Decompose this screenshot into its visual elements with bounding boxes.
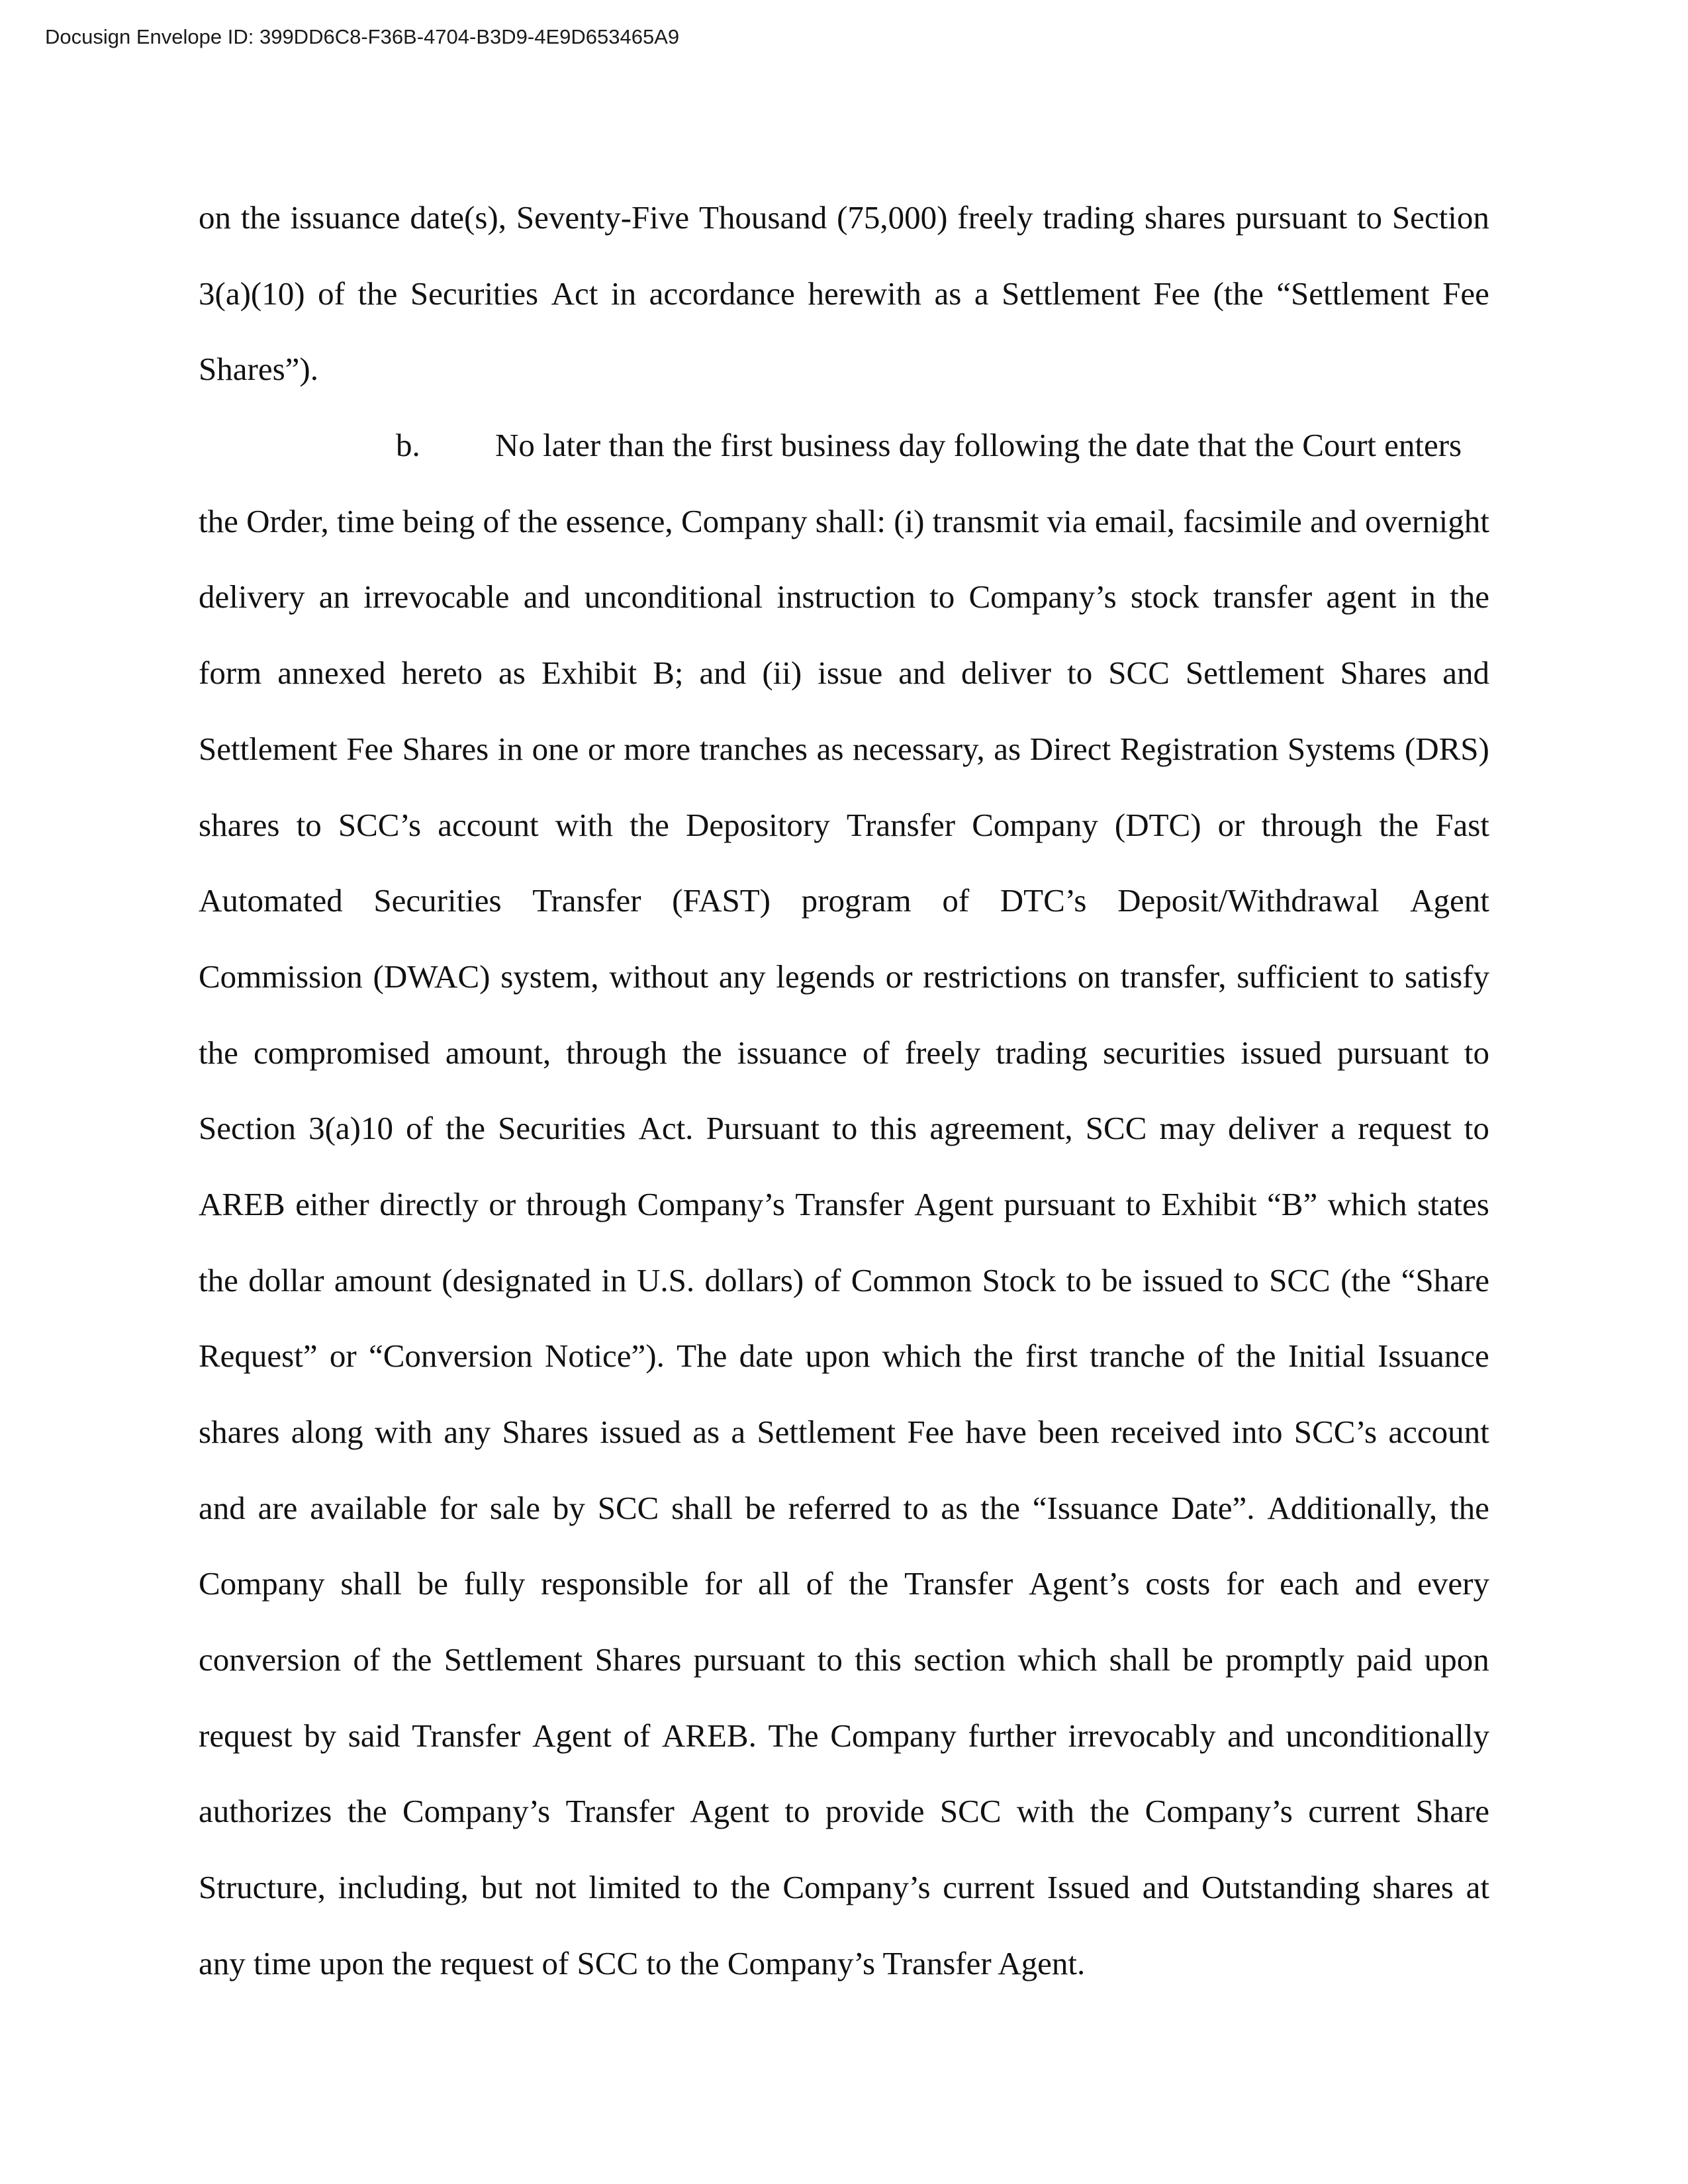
body-line: form annexed hereto as Exhibit B; and (ii) issue and deliver to SCC Settlement Shares and — [199, 655, 1489, 692]
body-line: shares to SCC’s account with the Depository Transfer Company (DTC) or through the Fast — [199, 806, 1489, 843]
paragraph-b-first-line — [199, 420, 1489, 496]
body-line: 3(a)(10) of the Securities Act in accordance herewith as a Settlement Fee (the “Settlement Fee — [199, 275, 1489, 312]
body-line: delivery an irrevocable and unconditional instruction to Company’s stock transfer agent in the — [199, 578, 1489, 615]
body-line: the compromised amount, through the issuance of freely trading securities issued pursuant to — [199, 1034, 1489, 1071]
body-line: Settlement Fee Shares in one or more tranches as necessary, as Direct Registration Systems (DRS) — [199, 730, 1489, 767]
body-line: AREB either directly or through Company’s Transfer Agent pursuant to Exhibit “B” which states — [199, 1185, 1489, 1222]
envelope-id: Docusign Envelope ID: 399DD6C8-F36B-4704-B3D9-4E9D653465A9 — [45, 25, 680, 48]
body-line: and are available for sale by SCC shall be referred to as the “Issuance Date”. Additionally, the — [199, 1489, 1489, 1526]
body-line: authorizes the Company’s Transfer Agent to provide SCC with the Company’s current Share — [199, 1793, 1489, 1830]
body-line: Structure, including, but not limited to the Company’s current Issued and Outstanding shares at — [199, 1869, 1489, 1906]
body-line: Commission (DWAC) system, without any legends or restrictions on transfer, sufficient to satisfy — [199, 958, 1489, 995]
body-line: request by said Transfer Agent of AREB. The Company further irrevocably and unconditionally — [199, 1717, 1489, 1754]
document-body — [199, 192, 1489, 2014]
body-line: the Order, time being of the essence, Company shall: (i) transmit via email, facsimile and overnight — [199, 502, 1489, 539]
paragraph-label: b. — [396, 427, 420, 464]
body-line: the dollar amount (designated in U.S. dollars) of Common Stock to be issued to SCC (the “Share — [199, 1261, 1489, 1298]
paragraph-b — [199, 496, 1489, 2014]
body-line: Section 3(a)10 of the Securities Act. Pursuant to this agreement, SCC may deliver a request to — [199, 1110, 1489, 1147]
body-line: any time upon the request of SCC to the Company’s Transfer Agent. — [199, 1944, 1086, 1981]
body-line: Shares”). — [199, 351, 318, 388]
body-line: Automated Securities Transfer (FAST) program of DTC’s Deposit/Withdrawal Agent — [199, 882, 1489, 919]
body-line: conversion of the Settlement Shares pursuant to this section which shall be promptly paid upon — [199, 1641, 1489, 1678]
body-line: shares along with any Shares issued as a Settlement Fee have been received into SCC’s account — [199, 1414, 1489, 1450]
paragraph-b-first-text: No later than the first business day following the date that the Court enters — [495, 427, 1462, 464]
body-line: on the issuance date(s), Seventy-Five Thousand (75,000) freely trading shares pursuant to Section — [199, 199, 1489, 236]
body-line: Request” or “Conversion Notice”). The date upon which the first tranche of the Initial Issuance — [199, 1338, 1489, 1375]
body-line: Company shall be fully responsible for all of the Transfer Agent’s costs for each and every — [199, 1565, 1489, 1602]
